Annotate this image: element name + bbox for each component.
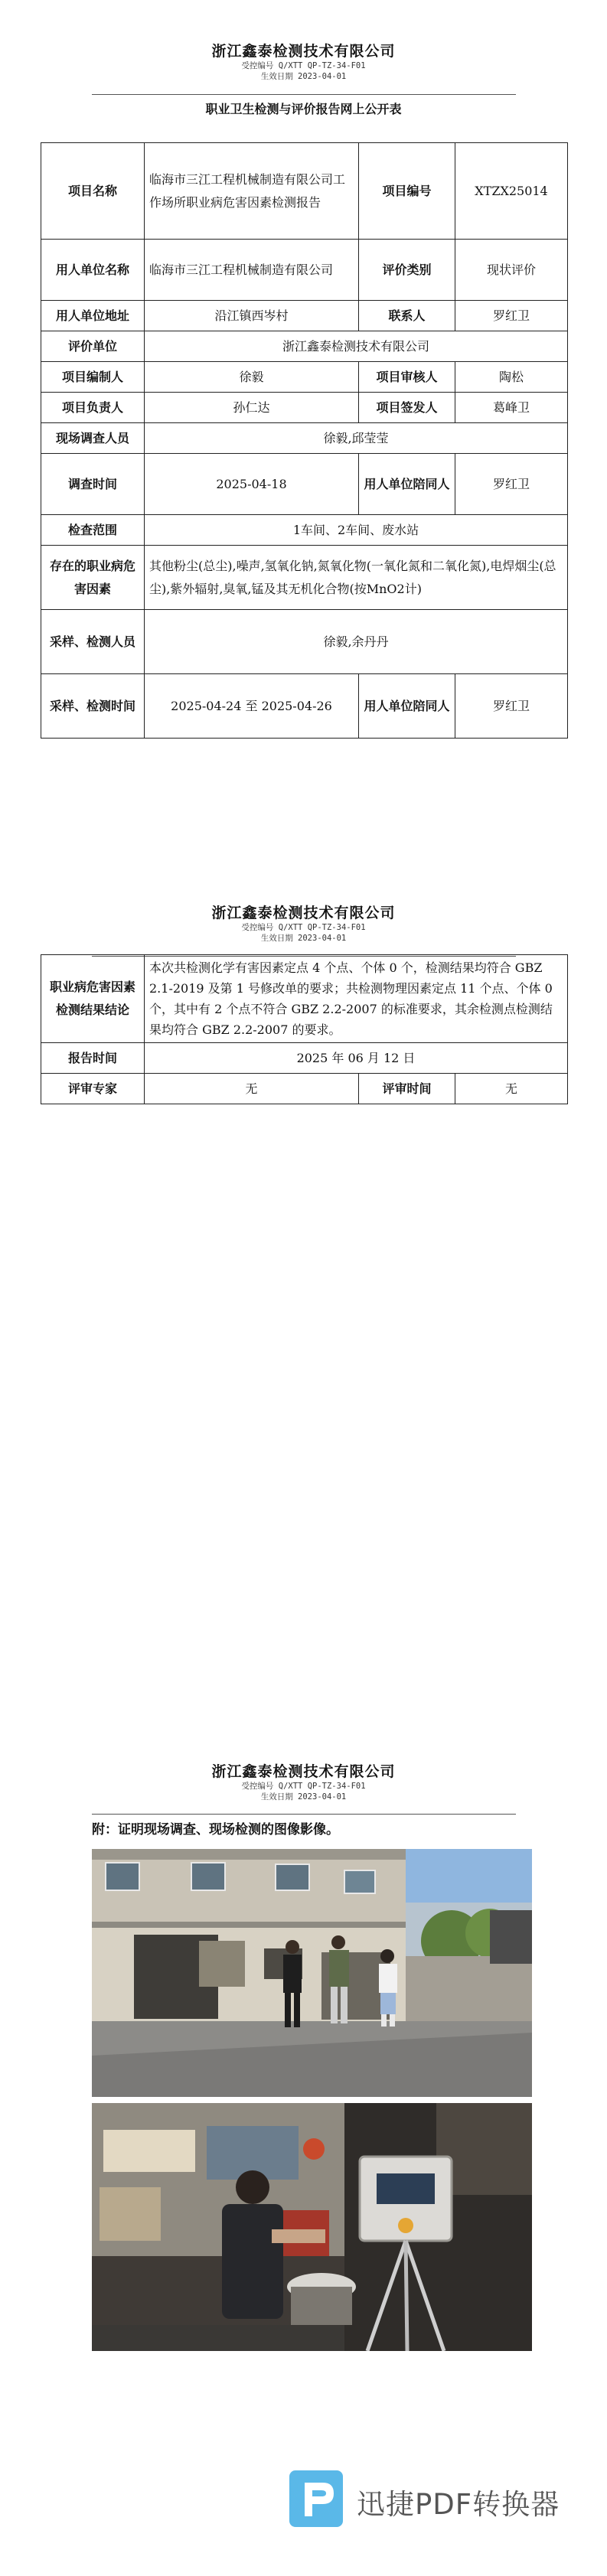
- evaluation-type-value: 现状评价: [455, 240, 568, 301]
- sampling-time-label: 采样、检测时间: [41, 674, 145, 739]
- site-survey-photo: [92, 1849, 532, 2097]
- table-row: [41, 143, 568, 240]
- page-3-header: [0, 1760, 607, 1802]
- survey-time-value: 2025-04-18: [145, 454, 359, 515]
- project-name-label: 项目名称: [41, 143, 145, 240]
- control-number: 受控编号 Q/XTT QP-TZ-34-F01: [241, 923, 366, 932]
- sampling-staff-label: 采样、检测人员: [41, 610, 145, 674]
- page-2-header: [0, 902, 607, 944]
- table-row: [41, 1043, 568, 1074]
- contact-label: 联系人: [359, 301, 455, 331]
- company-name: 浙江鑫泰检测技术有限公司: [211, 905, 396, 921]
- page-1-header: [0, 40, 607, 82]
- conclusion-label: 职业病危害因素检测结果结论: [41, 955, 145, 1043]
- appendix-caption: 附：证明现场调查、现场检测的图像影像。: [92, 1822, 339, 1837]
- pdf-converter-logo-icon: [286, 2467, 346, 2530]
- table-row: [41, 674, 568, 739]
- document-title: 职业卫生检测与评价报告网上公开表: [205, 102, 402, 116]
- employer-address-label: 用人单位地址: [41, 301, 145, 331]
- effective-date: 生效日期 2023-04-01: [260, 1792, 347, 1802]
- employer-name-value: 临海市三江工程机械制造有限公司: [145, 240, 359, 301]
- survey-time-label: 调查时间: [41, 454, 145, 515]
- table-row: [41, 331, 568, 362]
- header-rule: [92, 1814, 516, 1815]
- evaluation-type-label: 评价类别: [359, 240, 455, 301]
- company-name: 浙江鑫泰检测技术有限公司: [211, 1763, 396, 1780]
- evaluation-unit-label: 评价单位: [41, 331, 145, 362]
- inspection-scope-value: 1车间、2车间、废水站: [145, 515, 568, 546]
- report-time-label: 报告时间: [41, 1043, 145, 1074]
- report-time-value: 2025 年 06 月 12 日: [145, 1043, 568, 1074]
- project-lead-value: 孙仁达: [145, 393, 359, 423]
- site-investigators-label: 现场调查人员: [41, 423, 145, 454]
- project-lead-label: 项目负责人: [41, 393, 145, 423]
- header-rule: [92, 94, 516, 95]
- conclusion-table: [41, 954, 568, 1104]
- employer-address-value: 沿江镇西岑村: [145, 301, 359, 331]
- table-row: [41, 362, 568, 393]
- control-number: 受控编号 Q/XTT QP-TZ-34-F01: [241, 1782, 366, 1791]
- contact-value: 罗红卫: [455, 301, 568, 331]
- project-name-value: 临海市三江工程机械制造有限公司工作场所职业病危害因素检测报告: [145, 143, 359, 240]
- table-row: [41, 393, 568, 423]
- watermark-text: 迅捷PDF转换器: [357, 2488, 560, 2521]
- disclosure-table: [41, 142, 568, 739]
- issuer-label: 项目签发人: [359, 393, 455, 423]
- table-row: [41, 515, 568, 546]
- reviewer-value: 陶松: [455, 362, 568, 393]
- issuer-value: 葛峰卫: [455, 393, 568, 423]
- employer-escort-value: 罗红卫: [455, 454, 568, 515]
- control-number: 受控编号 Q/XTT QP-TZ-34-F01: [241, 61, 366, 70]
- table-row: [41, 301, 568, 331]
- compiler-label: 项目编制人: [41, 362, 145, 393]
- employer-escort-value: 罗红卫: [455, 674, 568, 739]
- table-row: [41, 454, 568, 515]
- effective-date: 生效日期 2023-04-01: [260, 72, 347, 81]
- project-number-value: XTZX25014: [455, 143, 568, 240]
- project-number-label: 项目编号: [359, 143, 455, 240]
- table-row: [41, 610, 568, 674]
- review-time-label: 评审时间: [359, 1074, 455, 1104]
- review-time-value: 无: [455, 1074, 568, 1104]
- employer-escort-label: 用人单位陪同人: [359, 454, 455, 515]
- table-row: [41, 423, 568, 454]
- employer-name-label: 用人单位名称: [41, 240, 145, 301]
- conclusion-value: 本次共检测化学有害因素定点 4 个点、个体 0 个，检测结果均符合 GBZ 2.1-2019 及第 1 号修改单的要求；共检测物理因素定点 11 个点、个体 0 个，其中有 2 个点不符合 GBZ 2.2-2007 的标准要求，其余检测点检测结果均符合 GBZ 2.2-2007 的要求。: [145, 955, 568, 1043]
- sampling-staff-value: 徐毅,余丹丹: [145, 610, 568, 674]
- evaluation-unit-value: 浙江鑫泰检测技术有限公司: [145, 331, 568, 362]
- table-row: [41, 1074, 568, 1104]
- review-expert-value: 无: [145, 1074, 359, 1104]
- inspection-scope-label: 检查范围: [41, 515, 145, 546]
- site-detection-photo: [92, 2103, 532, 2351]
- hazards-label: 存在的职业病危害因素: [41, 546, 145, 610]
- table-row: [41, 955, 568, 1043]
- reviewer-label: 项目审核人: [359, 362, 455, 393]
- company-name: 浙江鑫泰检测技术有限公司: [211, 43, 396, 60]
- review-expert-label: 评审专家: [41, 1074, 145, 1104]
- employer-escort-label: 用人单位陪同人: [359, 674, 455, 739]
- sampling-time-value: 2025-04-24 至 2025-04-26: [145, 674, 359, 739]
- pdf-converter-watermark: [286, 2467, 577, 2530]
- hazards-value: 其他粉尘(总尘),噪声,氢氧化钠,氮氧化物(一氧化氮和二氧化氮),电焊烟尘(总尘),紫外辐射,臭氧,锰及其无机化合物(按MnO2计): [145, 546, 568, 610]
- table-row: [41, 240, 568, 301]
- table-row: [41, 546, 568, 610]
- compiler-value: 徐毅: [145, 362, 359, 393]
- site-investigators-value: 徐毅,邱莹莹: [145, 423, 568, 454]
- effective-date: 生效日期 2023-04-01: [260, 934, 347, 943]
